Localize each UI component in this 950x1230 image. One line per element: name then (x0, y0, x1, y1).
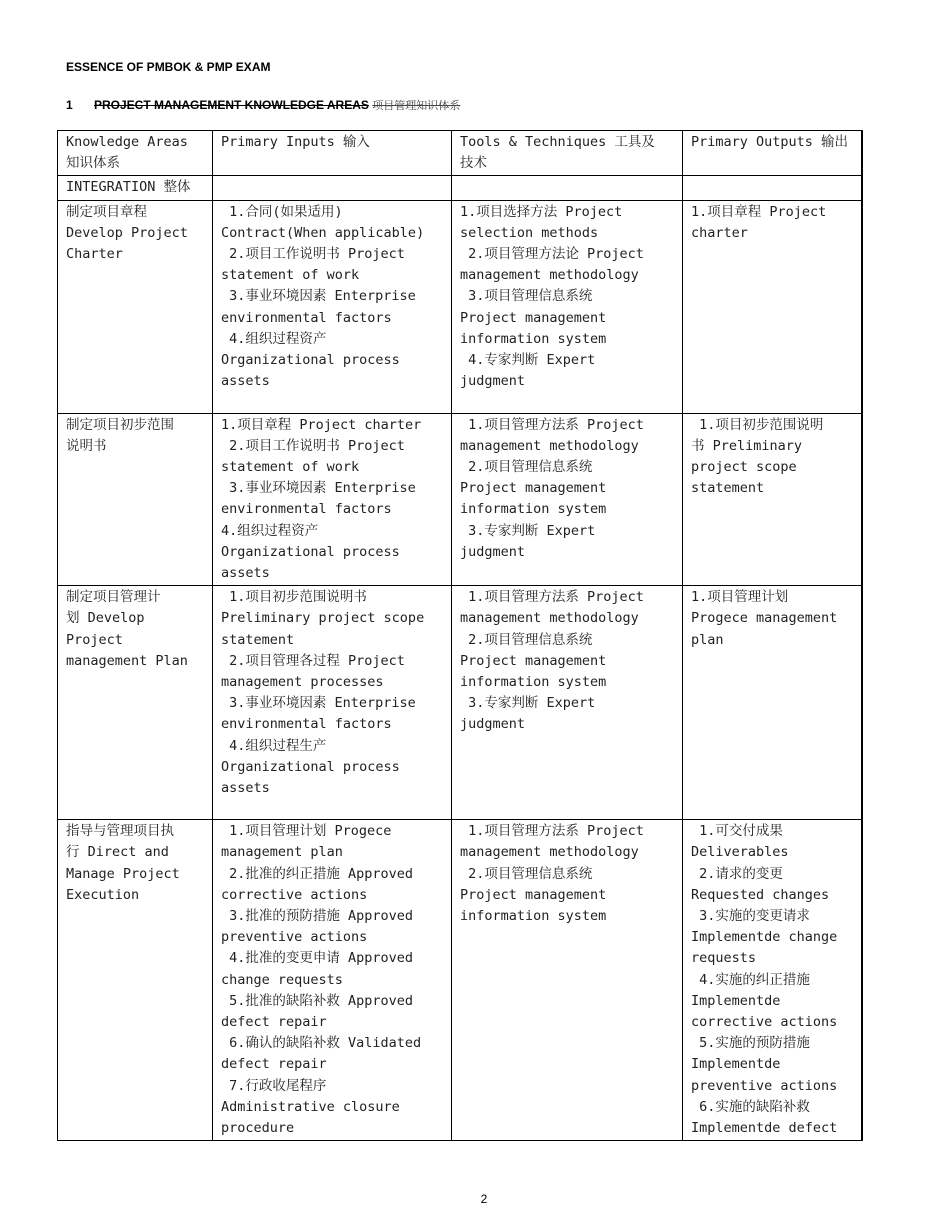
header-primary-inputs: Primary Inputs 输入 (213, 131, 452, 176)
outputs-cell: 1.项目初步范围说明 书 Preliminary project scope statement (683, 413, 862, 586)
inputs-cell: 1.合同(如果适用) Contract(When applicable) 2.项目工作说明书 Project statement of work 3.事业环境因素 Enterprise environmental factors 4.组织过程资产 Organizational process assets (213, 200, 452, 413)
section-title-chinese: 项目管理知识体系 (372, 99, 461, 112)
knowledge-area-cell: 制定项目章程 Develop Project Charter (58, 200, 213, 413)
header-tools-techniques: Tools & Techniques 工具及 技术 (452, 131, 683, 176)
tools-cell: 1.项目管理方法系 Project management methodology 2.项目管理信息系统 Project management information system (452, 820, 683, 1141)
document-header: ESSENCE OF PMBOK & PMP EXAM (66, 60, 271, 74)
group-row-integration (58, 176, 862, 200)
page-number: 2 (480, 1192, 488, 1206)
group-empty-cell (683, 176, 862, 200)
inputs-cell: 1.项目初步范围说明书 Preliminary project scope statement 2.项目管理各过程 Project management processes 3.事业环境因素 Enterprise environmental factors 4.组织过程生产 Organizational process assets (213, 586, 452, 820)
table-row (58, 820, 862, 1141)
outputs-cell: 1.可交付成果 Deliverables 2.请求的变更 Requested changes 3.实施的变更请求 Implementde change requests 4.实施的纠正措施 Implementde corrective actions 5.实施的预防措施 Implementde preventive actions 6.实施的缺陷补救 Implementde defect (683, 820, 862, 1141)
knowledge-areas-table (57, 130, 863, 1141)
header-knowledge-areas: Knowledge Areas 知识体系 (58, 131, 213, 176)
inputs-cell: 1.项目管理计划 Progece management plan 2.批准的纠正措施 Approved corrective actions 3.批准的预防措施 Approved preventive actions 4.批准的变更申请 Approved change requests 5.批准的缺陷补救 Approved defect repair 6.确认的缺陷补救 Validated defect repair 7.行政收尾程序 Administrative closure procedure (213, 820, 452, 1141)
table-row (58, 413, 862, 586)
tools-cell: 1.项目管理方法系 Project management methodology 2.项目管理信息系统 Project management information system 3.专家判断 Expert judgment (452, 586, 683, 820)
outputs-cell: 1.项目管理计划 Progece management plan (683, 586, 862, 820)
group-empty-cell (213, 176, 452, 200)
section-title-english: PROJECT MANAGEMENT KNOWLEDGE AREAS (94, 98, 369, 112)
knowledge-area-cell: 制定项目初步范围 说明书 (58, 413, 213, 586)
group-empty-cell (452, 176, 683, 200)
table-row (58, 586, 862, 820)
header-primary-outputs: Primary Outputs 输出 (683, 131, 862, 176)
tools-cell: 1.项目选择方法 Project selection methods 2.项目管理方法论 Project management methodology 3.项目管理信息系统 Project management information system 4.专家判断 Expert judgment (452, 200, 683, 413)
table-header-row (58, 131, 862, 176)
tools-cell: 1.项目管理方法系 Project management methodology 2.项目管理信息系统 Project management information system 3.专家判断 Expert judgment (452, 413, 683, 586)
inputs-cell: 1.项目章程 Project charter 2.项目工作说明书 Project statement of work 3.事业环境因素 Enterprise environmental factors 4.组织过程资产 Organizational process assets (213, 413, 452, 586)
outputs-cell: 1.项目章程 Project charter (683, 200, 862, 413)
section-title (66, 97, 460, 113)
section-number: 1 (66, 98, 73, 112)
table-row (58, 200, 862, 413)
group-label: INTEGRATION 整体 (58, 176, 213, 200)
knowledge-area-cell: 指导与管理项目执 行 Direct and Manage Project Execution (58, 820, 213, 1141)
knowledge-area-cell: 制定项目管理计 划 Develop Project management Plan (58, 586, 213, 820)
